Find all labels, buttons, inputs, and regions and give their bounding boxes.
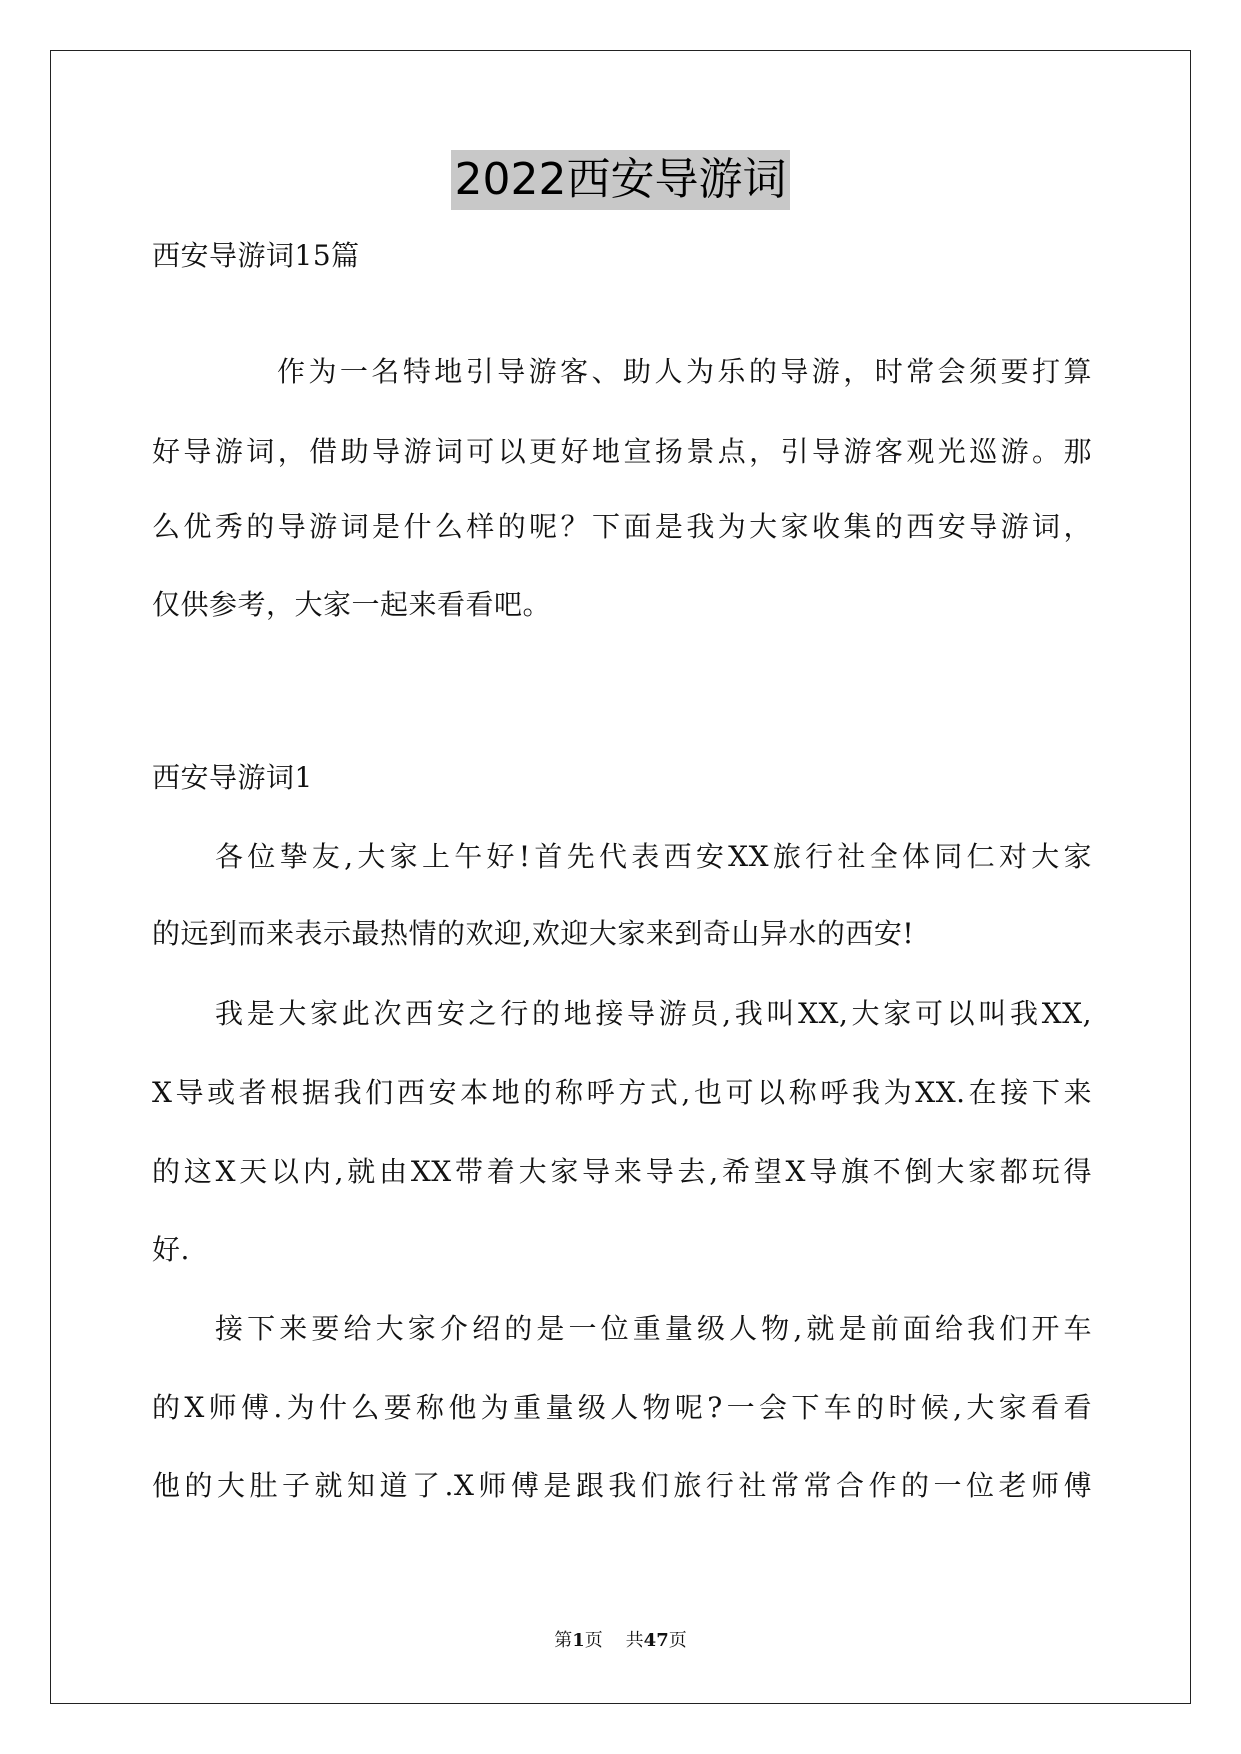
footer-total-pages: 47 <box>643 1630 669 1651</box>
body-line-9: 他的大肚子就知道了.X师傅是跟我们旅行社常常合作的一位老师傅 <box>152 1469 1092 1502</box>
footer-page-number: 1 <box>572 1630 585 1651</box>
intro-line-1: 作为一名特地引导游客、助人为乐的导游，时常会须要打算 <box>277 355 1092 388</box>
body-line-7: 接下来要给大家介绍的是一位重量级人物,就是前面给我们开车 <box>215 1312 1092 1345</box>
footer-total-prefix: 共 <box>625 1630 644 1651</box>
body-line-6: 好. <box>152 1233 190 1266</box>
body-line-4: X导或者根据我们西安本地的称呼方式,也可以称呼我为XX.在接下来 <box>152 1076 1092 1109</box>
document-title: 2022西安导游词 <box>451 150 791 210</box>
body-line-8: 的X师傅.为什么要称他为重量级人物呢?一会下车的时候,大家看看 <box>152 1391 1092 1424</box>
footer-total-suffix: 页 <box>668 1630 687 1651</box>
section-heading: 西安导游词1 <box>152 761 313 794</box>
document-subtitle: 西安导游词15篇 <box>152 239 360 272</box>
intro-line-2: 好导游词，借助导游词可以更好地宣扬景点，引导游客观光巡游。那 <box>152 435 1092 468</box>
footer-page-prefix: 第 <box>554 1630 573 1651</box>
footer-page-suffix: 页 <box>584 1630 603 1651</box>
body-line-1: 各位挚友,大家上午好!首先代表西安XX旅行社全体同仁对大家 <box>215 840 1092 873</box>
body-line-2: 的远到而来表示最热情的欢迎,欢迎大家来到奇山异水的西安! <box>152 917 915 950</box>
intro-line-3: 么优秀的导游词是什么样的呢？下面是我为大家收集的西安导游词， <box>152 510 1092 543</box>
body-line-3: 我是大家此次西安之行的地接导游员,我叫XX,大家可以叫我XX, <box>215 997 1092 1030</box>
intro-line-4: 仅供参考，大家一起来看看吧。 <box>152 588 552 621</box>
page-footer <box>0 1629 1241 1653</box>
page-border <box>50 50 1191 1704</box>
body-line-5: 的这X天以内,就由XX带着大家导来导去,希望X导旗不倒大家都玩得 <box>152 1155 1092 1188</box>
